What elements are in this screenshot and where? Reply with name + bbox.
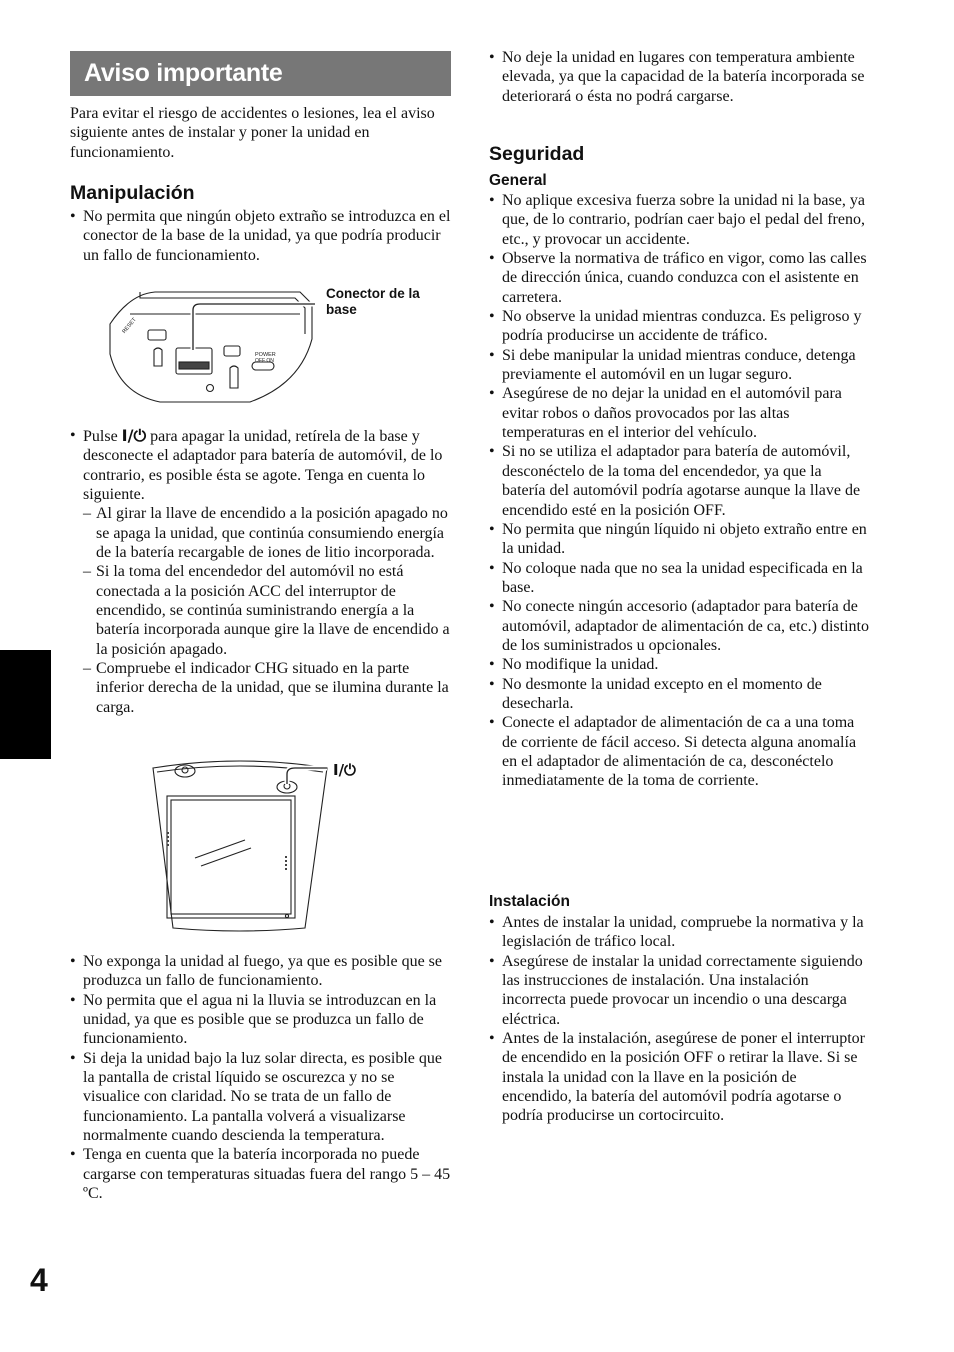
list-item: • Asegúrese de instalar la unidad correctamente siguiendo las instrucciones de instalación. Una instalación incorrecta puede provocar un incendio o una descarga eléctrica. xyxy=(489,952,869,1029)
dock-connector-figure xyxy=(100,284,315,409)
callout-conector-de-la-base: Conector de la base xyxy=(326,286,420,317)
pulse-text: para apagar la unidad, retírela de la base y desconecte el adaptador para batería de automóvil, de lo contrario, es posible ésta se agote. Tenga en cuenta lo siguiente. xyxy=(83,428,443,504)
general-list xyxy=(489,191,869,791)
list-item: • Antes de instalar la unidad, compruebe la normativa y la legislación de tráfico local. xyxy=(489,913,869,952)
list-item: • No permita que ningún objeto extraño se introduzca en el conector de la base de la unidad, ya que podría producir un fallo de funcionamiento. xyxy=(70,207,454,265)
list-item: • Conecte el adaptador de alimentación de ca a una toma de corriente de fácil acceso. Si detecta alguna anomalía en el adaptador de alimentación de ca, desconéctelo inmediatamente de la toma de corriente. xyxy=(489,713,869,790)
reset-label: RESET xyxy=(121,317,138,335)
page-number: 4 xyxy=(30,1262,48,1298)
list-item-pulse xyxy=(70,426,454,717)
heading-instalacion: Instalación xyxy=(489,893,570,910)
power-label: POWER xyxy=(255,352,276,358)
sublist-item: – Al girar la llave de encendido a la posición apagado no se apaga la unidad, que continúa consumiendo energía de la batería recargable de iones de litio incorporada. xyxy=(83,504,454,562)
page-title: Aviso importante xyxy=(70,51,451,96)
instalacion-list xyxy=(489,913,869,1126)
intro-paragraph: Para evitar el riesgo de accidentes o lesiones, lea el aviso siguiente antes de instalar y poner la unidad en funcionamiento. xyxy=(70,105,435,161)
heading-general: General xyxy=(489,172,547,189)
callout-power-button: I/⏻ xyxy=(333,761,356,779)
section-tab-marker xyxy=(0,650,51,759)
unit-front-figure xyxy=(145,758,335,933)
list-item: • No coloque nada que no sea la unidad especificada en la base. xyxy=(489,559,869,598)
list-item: • No modifique la unidad. xyxy=(489,655,869,674)
power-symbol-icon: I/⏻ xyxy=(121,426,147,445)
manipulacion-list-2 xyxy=(70,952,454,1203)
heading-seguridad: Seguridad xyxy=(489,143,585,165)
list-item: • No conecte ningún accesorio (adaptador para batería de automóvil, adaptador de alimentación de ca, etc.) distinto de los suministrados u opcionales. xyxy=(489,597,869,655)
list-item: • Tenga en cuenta que la batería incorporada no puede cargarse con temperaturas situadas fuera del rango 5 – 45 ºC. xyxy=(70,1145,454,1203)
pulse-sublist xyxy=(83,504,454,717)
list-item: • No deje la unidad en lugares con temperatura ambiente elevada, ya que la capacidad de la batería incorporada se deteriorará o ésta no podrá cargarse. xyxy=(489,48,869,106)
list-item: • Asegúrese de no dejar la unidad en el automóvil para evitar robos o daños provocados por las altas temperaturas en el interior del vehículo. xyxy=(489,384,869,442)
pulse-list xyxy=(70,426,454,717)
list-item: • No desmonte la unidad excepto en el momento de desecharla. xyxy=(489,675,869,714)
pulse-prefix: Pulse xyxy=(83,428,118,445)
list-item: • Observe la normativa de tráfico en vigor, como las calles de dirección única, cuando conduzca con el asistente en carretera. xyxy=(489,249,869,307)
list-item: • No aplique excesiva fuerza sobre la unidad ni la base, ya que, de lo contrario, podrían caer bajo el pedal del freno, etc., y provocar un accidente. xyxy=(489,191,869,249)
right-top-list xyxy=(489,48,869,106)
list-item: • Antes de la instalación, asegúrese de poner el interruptor de encendido en la posición OFF o retirar la llave. Si se instala la unidad con la llave en la posición de encendido, la batería del automóvil podría agotarse o podría producirse un cortocircuito. xyxy=(489,1029,869,1126)
off-on-label: OFF ON xyxy=(255,358,274,364)
list-item: • Si deja la unidad bajo la luz solar directa, es posible que la pantalla de cristal líquido se oscurezca y no se visualice con claridad. No se trata de un fallo de funcionamiento. La pantalla volverá a visualizarse normalmente cuando descienda la temperatura. xyxy=(70,1049,454,1146)
sublist-item: – Si la toma del encendedor del automóvil no está conectada a la posición ACC del interruptor de encendido, se continúa suministrando energía a la batería incorporada aunque gire la llave de encendido a la posición apagado. xyxy=(83,562,454,659)
list-item: • No permita que ningún líquido ni objeto extraño entre en la unidad. xyxy=(489,520,869,559)
list-item: • No observe la unidad mientras conduzca. Es peligroso y podría producirse un accidente de tráfico. xyxy=(489,307,869,346)
heading-manipulacion: Manipulación xyxy=(70,182,195,204)
list-item: • Si debe manipular la unidad mientras conduce, detenga previamente el automóvil en un lugar seguro. xyxy=(489,346,869,385)
sublist-item: – Compruebe el indicador CHG situado en la parte inferior derecha de la unidad, que se ilumina durante la carga. xyxy=(83,659,454,717)
list-item: • Si no se utiliza el adaptador para batería de automóvil, desconéctelo de la toma del encendedor, ya que la batería del automóvil podría agotarse aunque la llave de encendido esté en la posición OFF. xyxy=(489,442,869,519)
list-item: • No permita que el agua ni la lluvia se introduzcan en la unidad, ya que es posible que se produzca un fallo de funcionamiento. xyxy=(70,991,454,1049)
manipulacion-list-1 xyxy=(70,207,454,265)
list-item: • No exponga la unidad al fuego, ya que es posible que se produzca un fallo de funcionamiento. xyxy=(70,952,454,991)
